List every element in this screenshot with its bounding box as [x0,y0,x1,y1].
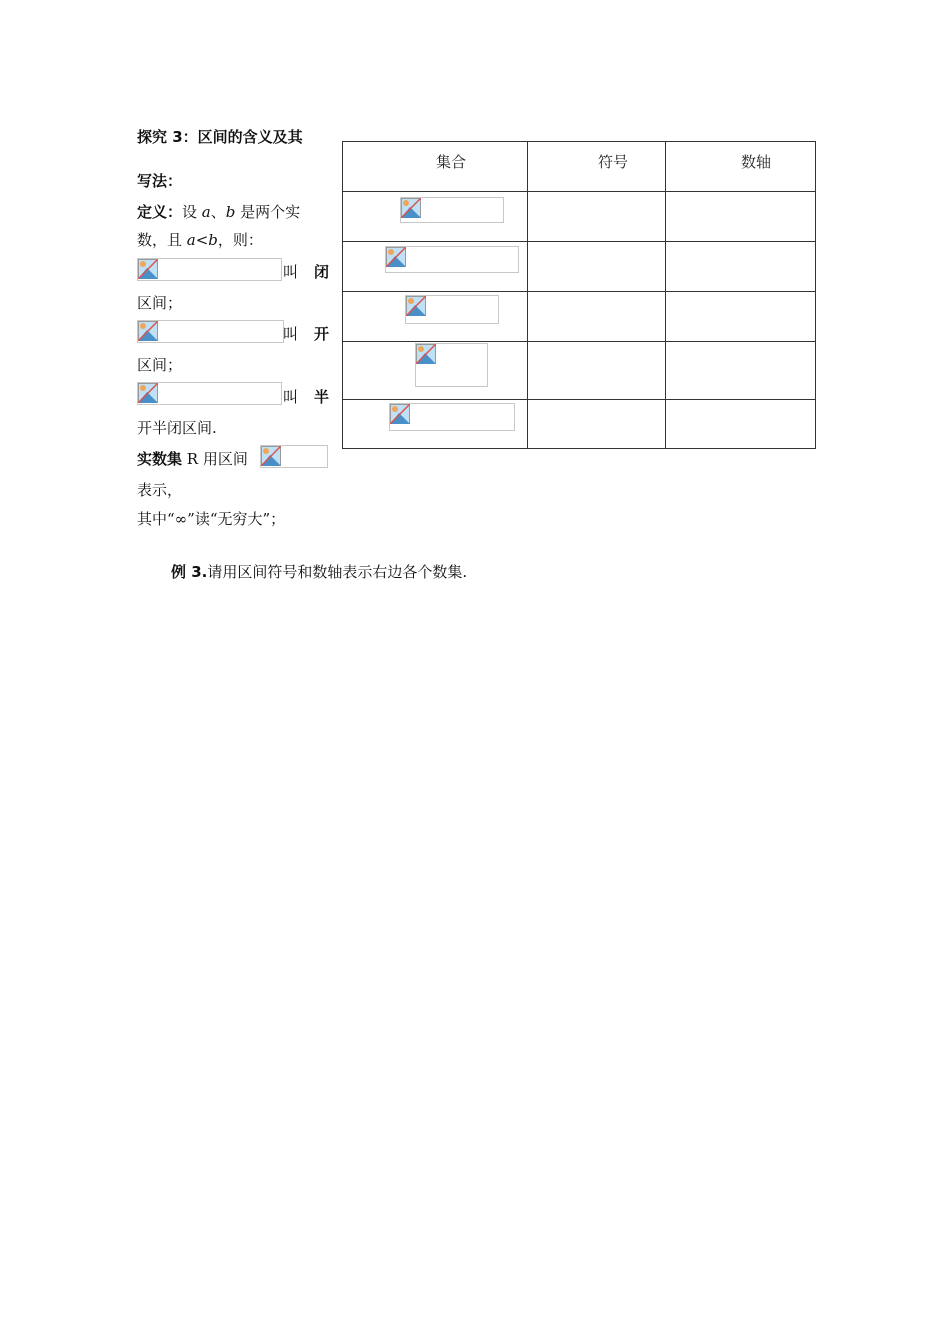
var-a: a [201,203,211,221]
set-cell [343,342,528,400]
broken-image-icon [386,247,406,267]
example-label: 例 3. [171,563,208,581]
sep: 、 [210,203,226,221]
set-image [385,246,519,273]
call-text: 叫 [283,388,299,406]
definition-label: 定义： [137,203,183,221]
interval-table [342,141,815,450]
set-image [415,343,488,387]
header-symbol: 符号 [528,142,666,192]
line2-suffix: ，则： [217,231,263,249]
symbol-cell [528,192,666,242]
set-cell [343,292,528,342]
number-line-cell [666,400,816,449]
section-title-line1: 探究 3：区间的含义及其 [137,128,303,146]
broken-image-icon [138,321,158,341]
definition-text2: 是两个实 [235,203,301,221]
inequality: a<b [186,231,218,249]
var-b: b [225,203,236,221]
symbol-cell [528,342,666,400]
broken-image-icon [416,344,436,364]
half-word: 半 [313,388,329,406]
call-text: 叫 [283,263,299,281]
set-cell [343,242,528,292]
infinity-note: 其中“∞”读“无穷大”； [137,510,286,528]
definition-line2 [137,229,263,250]
real-text: R 用区间 [182,450,248,468]
set-image [389,403,515,431]
broken-image-icon [138,383,158,403]
example-3 [171,561,467,582]
broken-image-icon [390,404,410,424]
closed-interval-image [137,258,282,281]
set-cell [343,400,528,449]
number-line-cell [666,242,816,292]
definition-text: 设 [182,203,202,221]
line2-prefix: 数，且 [137,231,187,249]
definition-line1 [137,201,300,222]
number-line-cell [666,192,816,242]
half-open-interval-image [137,382,282,405]
example-text: 请用区间符号和数轴表示右边各个数集. [207,563,468,581]
open-word: 开 [313,325,329,343]
number-line-cell [666,342,816,400]
half-rest: 开半闭区间. [137,419,217,437]
header-number-line: 数轴 [666,142,816,192]
header-set: 集合 [343,142,528,192]
broken-image-icon [261,446,281,466]
broken-image-icon [401,198,421,218]
broken-image-icon [406,296,426,316]
symbol-cell [528,400,666,449]
symbol-cell [528,292,666,342]
call-text: 叫 [283,325,299,343]
number-line-cell [666,292,816,342]
section-title-line2: 写法： [137,172,183,190]
real-label: 实数集 [137,450,183,468]
set-image [400,197,504,223]
open-rest: 区间； [137,356,183,374]
set-cell [343,192,528,242]
represent-text: 表示， [137,481,183,499]
broken-image-icon [138,259,158,279]
closed-rest: 区间； [137,294,183,312]
real-interval-image [260,445,328,468]
set-image [405,295,499,324]
symbol-cell [528,242,666,292]
open-interval-image [137,320,284,343]
real-set-line [137,448,248,469]
closed-word: 闭 [313,263,329,281]
